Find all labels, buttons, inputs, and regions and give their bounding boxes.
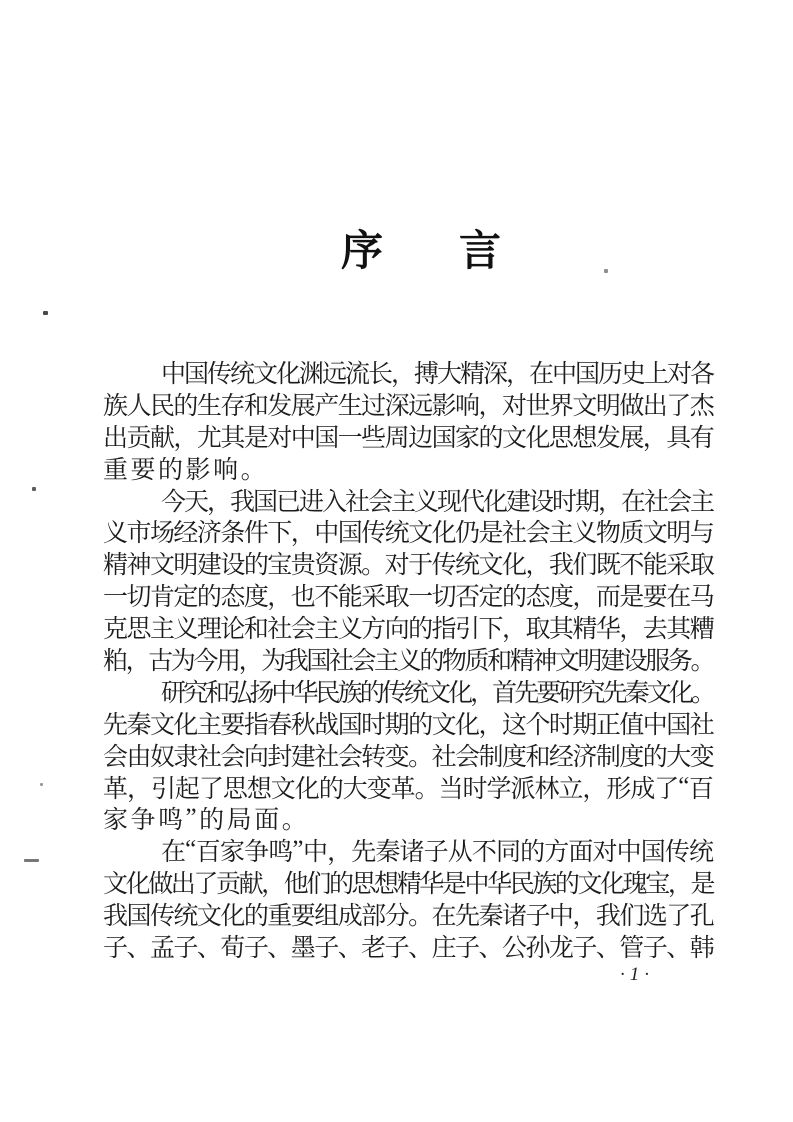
text-line: 会 由 奴 隶 社 会 向 封 建 社 会 转 变 。 社 会 制 度 和 经 济 制 度 的 大 变 xyxy=(103,743,715,771)
text-line: 克 思 主 义 理 论 和 社 会 主 义 方 向 的 指 引 下 ， 取 其 精 华 ， 去 其 糟 xyxy=(103,616,715,644)
text-line: 粕 ， 古 为 今 用 ， 为 我 国 社 会 主 义 的 物 质 和 精 神 文 明 建 设 服 务 。 xyxy=(103,647,716,675)
scan-speck xyxy=(604,269,608,273)
scan-speck xyxy=(32,487,36,491)
text-line: 中 国 传 统 文 化 渊 远 流 长 ， 搏 大 精 深 ， 在 中 国 历 史 上 对 各 xyxy=(161,360,716,388)
page-title: 序言 xyxy=(341,229,578,275)
text-line: 在 “ 百 家 争 鸣 ” 中 ， 先 秦 诸 子 从 不 同 的 方 面 对 中 国 传 统 xyxy=(161,836,715,867)
text-line: 重 要 的 影 响 。 xyxy=(103,456,266,484)
text-line: 出 贡 献 ， 尤 其 是 对 中 国 一 些 周 边 国 家 的 文 化 思 想 发 展 ， 具 有 xyxy=(103,424,715,452)
text-line: 文 化 做 出 了 贡 献 ， 他 们 的 思 想 精 华 是 中 华 民 族 的 文 化 瑰 宝 ， 是 xyxy=(103,871,716,899)
text-line: 今 天 ， 我 国 已 进 入 社 会 主 义 现 代 化 建 设 时 期 ， 在 社 会 主 xyxy=(161,488,716,516)
text-line: 精 神 文 明 建 设 的 宝 贵 资 源 。 对 于 传 统 文 化 ， 我 们 既 不 能 采 取 xyxy=(103,552,715,580)
preface-text-block xyxy=(103,356,716,962)
text-line: 革 ， 引 起 了 思 想 文 化 的 大 变 革 。 当 时 学 派 林 立 ， 形 成 了 “ 百 xyxy=(103,772,714,803)
text-line: 义 市 场 经 济 条 件 下 ， 中 国 传 统 文 化 仍 是 社 会 主 义 物 质 文 明 与 xyxy=(103,520,715,548)
text-line: 研 究 和 弘 扬 中 华 民 族 的 传 统 文 化 ， 首 先 要 研 究 先 秦 文 化 。 xyxy=(161,679,716,707)
text-line: 家 争 鸣 ” 的 局 面 。 xyxy=(103,804,307,835)
scan-speck xyxy=(40,783,43,786)
text-line: 先 秦 文 化 主 要 指 春 秋 战 国 时 期 的 文 化 ， 这 个 时 期 正 值 中 国 社 xyxy=(103,711,715,739)
page-number: ·1· xyxy=(620,964,654,985)
text-line: 我 国 传 统 文 化 的 重 要 组 成 部 分 。 在 先 秦 诸 子 中 ， 我 们 选 了 孔 xyxy=(103,903,715,931)
scan-speck xyxy=(24,859,39,862)
text-line: 一 切 肯 定 的 态 度 ， 也 不 能 采 取 一 切 否 定 的 态 度 ， 而 是 要 在 马 xyxy=(103,584,715,612)
scan-speck xyxy=(43,311,48,315)
text-line: 子 、 孟 子 、 荀 子 、 墨 子 、 老 子 、 庄 子 、 公 孙 龙 子 、 管 子 、 韩 xyxy=(103,934,715,962)
text-line: 族 人 民 的 生 存 和 发 展 产 生 过 深 远 影 响 ， 对 世 界 文 明 做 出 了 杰 xyxy=(103,392,715,420)
